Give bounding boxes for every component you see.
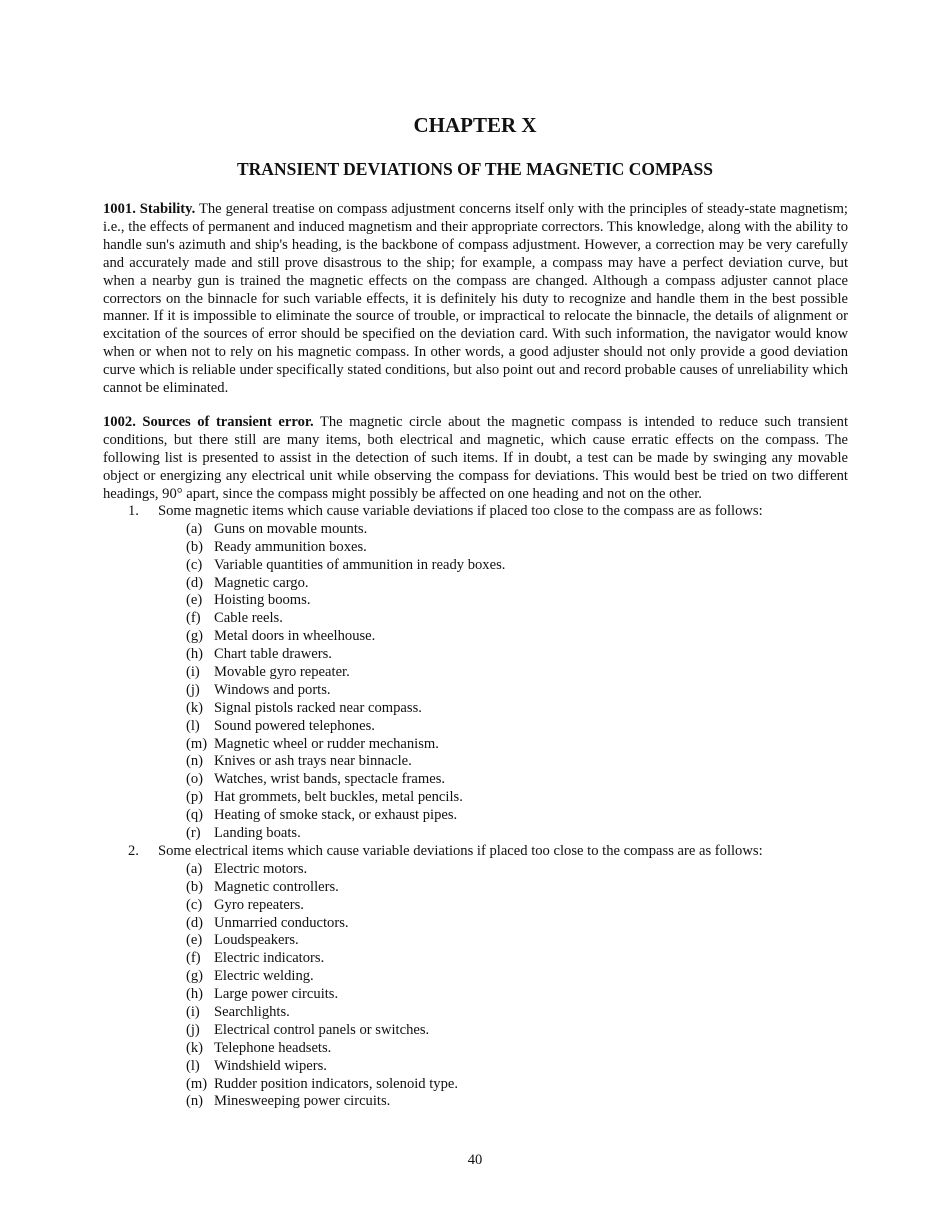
list-intro — [103, 503, 863, 521]
list-item-letter: (b) — [186, 538, 204, 555]
list-item-text: Movable gyro repeater. — [214, 664, 350, 681]
list-item — [103, 646, 863, 664]
list-item-text: Gyro repeaters. — [214, 896, 304, 913]
list-item — [103, 807, 863, 825]
list-item-letter: (n) — [186, 753, 204, 770]
list-item-letter: (d) — [186, 574, 204, 591]
list-item-text: Windshield wipers. — [214, 1057, 327, 1074]
list-item-letter: (h) — [186, 646, 204, 663]
list-intro-text: Some electrical items which cause variable deviations if placed too close to the compass are as follows: — [158, 843, 763, 859]
list-item-text: Ready ammunition boxes. — [214, 538, 367, 555]
list-item — [103, 789, 863, 807]
list-item-letter: (l) — [186, 1057, 200, 1074]
list-item-letter: (a) — [186, 520, 203, 537]
list-item-text: Electric motors. — [214, 860, 308, 877]
list-item — [103, 825, 863, 843]
list-item-letter: (a) — [186, 860, 203, 877]
list-item-text: Loudspeakers. — [214, 932, 299, 949]
electrical-items-list — [103, 843, 863, 1111]
section-1001-paragraph — [103, 201, 848, 398]
list-item-text: Magnetic cargo. — [214, 574, 309, 591]
list-item-text: Electric indicators. — [214, 950, 325, 967]
list-item-text: Hat grommets, belt buckles, metal pencils. — [214, 789, 463, 806]
list-item-letter: (j) — [186, 681, 200, 698]
list-item-text: Landing boats. — [214, 825, 301, 842]
list-item — [103, 771, 863, 789]
list-item-text: Magnetic controllers. — [214, 878, 339, 895]
list-item — [103, 1040, 863, 1058]
list-items — [103, 521, 863, 843]
list-item — [103, 700, 863, 718]
list-item — [103, 861, 863, 879]
list-item — [103, 557, 863, 575]
list-item-letter: (m) — [186, 1075, 208, 1092]
list-item — [103, 628, 863, 646]
list-item-letter: (e) — [186, 932, 203, 949]
page-number: 40 — [467, 1152, 483, 1168]
list-item — [103, 1093, 863, 1111]
list-item — [103, 879, 863, 897]
list-item-text: Signal pistols racked near compass. — [214, 699, 422, 716]
list-item-text: Guns on movable mounts. — [214, 520, 368, 537]
list-item-letter: (f) — [186, 950, 201, 967]
list-item — [103, 968, 863, 986]
list-item — [103, 575, 863, 593]
list-item-letter: (g) — [186, 628, 204, 645]
list-item-text: Knives or ash trays near binnacle. — [214, 753, 412, 770]
list-item — [103, 932, 863, 950]
list-item — [103, 1058, 863, 1076]
chapter-title: TRANSIENT DEVIATIONS OF THE MAGNETIC COMPASS — [237, 159, 713, 179]
list-item-text: Electrical control panels or switches. — [214, 1021, 430, 1038]
list-item-text: Unmarried conductors. — [214, 914, 349, 931]
list-item-letter: (r) — [186, 825, 201, 842]
list-item — [103, 753, 863, 771]
list-item-letter: (n) — [186, 1093, 204, 1110]
chapter-heading: CHAPTER X — [413, 113, 537, 137]
list-item-letter: (c) — [186, 556, 203, 573]
list-item — [103, 1004, 863, 1022]
list-item — [103, 736, 863, 754]
list-item-letter: (p) — [186, 789, 204, 806]
list-item-text: Telephone headsets. — [214, 1039, 332, 1056]
list-intro — [103, 843, 863, 861]
list-item — [103, 986, 863, 1004]
list-item-text: Variable quantities of ammunition in ready boxes. — [214, 556, 506, 573]
list-item-letter: (o) — [186, 771, 204, 788]
list-item-text: Electric welding. — [214, 968, 314, 985]
list-item — [103, 950, 863, 968]
list-item — [103, 1022, 863, 1040]
list-item-letter: (l) — [186, 717, 200, 734]
list-item-text: Metal doors in wheelhouse. — [214, 628, 376, 645]
list-intro-text: Some magnetic items which cause variable deviations if placed too close to the compass are as follows: — [158, 503, 763, 519]
list-item — [103, 718, 863, 736]
list-item-letter: (h) — [186, 986, 204, 1003]
list-item — [103, 664, 863, 682]
list-item-letter: (i) — [186, 664, 200, 681]
list-item-letter: (q) — [186, 807, 204, 824]
list-item-text: Rudder position indicators, solenoid type. — [214, 1075, 459, 1092]
list-item-letter: (d) — [186, 914, 204, 931]
list-item-text: Hoisting booms. — [214, 592, 311, 609]
list-item-text: Chart table drawers. — [214, 646, 332, 663]
list-item-letter: (m) — [186, 735, 208, 752]
list-item-text: Heating of smoke stack, or exhaust pipes. — [214, 807, 458, 824]
section-1001-text: The general treatise on compass adjustment concerns itself only with the principles of steady-state magnetism; i.e., the effects of permanent and induced magnetism and their appropriate correctors. This knowledge, along with the ability to handle sun's azimuth and ship's heading, is the backbone of compass adjustment. However, a correction may be very carefully and accurately made and still prove disastrous to the ship; for example, a compass may have a perfect deviation curve, but when a nearby gun is trained the magnetic effects on the compass are changed. Although a compass adjuster cannot place correctors on the binnacle for such variable effects, it is definitely his duty to recognize and handle them in the best possible manner. If it is impossible to eliminate the source of trouble, or impractical to relocate the binnacle, the details of alignment or excitation of the sources of error should be specified on the deviation card. With such information, the navigator would know when or when not to rely on his magnetic compass. In other words, a good adjuster should not only provide a good deviation curve which is reliable under specifically stated conditions, but also point out and record probable causes of unreliability which cannot be eliminated. — [103, 201, 848, 397]
section-1002-paragraph — [103, 414, 848, 504]
list-item-letter: (e) — [186, 592, 203, 609]
list-item-text: Large power circuits. — [214, 986, 339, 1003]
list-item — [103, 915, 863, 933]
list-items — [103, 861, 863, 1111]
list-item-letter: (j) — [186, 1021, 200, 1038]
list-item-text: Windows and ports. — [214, 681, 331, 698]
list-item — [103, 1076, 863, 1094]
list-item-text: Sound powered telephones. — [214, 717, 375, 734]
magnetic-items-list — [103, 503, 863, 843]
list-item — [103, 610, 863, 628]
list-number: 1. — [128, 503, 139, 519]
list-item-letter: (f) — [186, 610, 201, 627]
list-item-letter: (k) — [186, 1039, 204, 1056]
section-1002-heading: 1002. Sources of transient error. — [103, 414, 314, 430]
list-item-text: Watches, wrist bands, spectacle frames. — [214, 771, 446, 788]
list-item — [103, 682, 863, 700]
section-1002-text: The magnetic circle about the magnetic compass is intended to reduce such transient conditions, but there still are many items, both electrical and magnetic, which cause erratic effects on the compass. The following list is presented to assist in the detection of such items. If in doubt, a test can be made by swinging any movable object or energizing any electrical unit while observing the compass for deviations. This would best be tried on two different headings, 90° apart, since the compass might possibly be affected on one heading and not on the other. — [103, 414, 848, 502]
list-item-letter: (k) — [186, 699, 204, 716]
list-item — [103, 897, 863, 915]
list-item-text: Cable reels. — [214, 610, 283, 627]
list-item-letter: (g) — [186, 968, 204, 985]
list-item — [103, 539, 863, 557]
list-item — [103, 592, 863, 610]
list-item-text: Magnetic wheel or rudder mechanism. — [214, 735, 439, 752]
list-item-letter: (c) — [186, 896, 203, 913]
list-item-letter: (b) — [186, 878, 204, 895]
list-item-text: Minesweeping power circuits. — [214, 1093, 391, 1110]
list-item — [103, 521, 863, 539]
list-item-letter: (i) — [186, 1004, 200, 1021]
list-number: 2. — [128, 843, 139, 859]
list-item-text: Searchlights. — [214, 1004, 290, 1021]
section-1001-heading: 1001. Stability. — [103, 201, 196, 217]
